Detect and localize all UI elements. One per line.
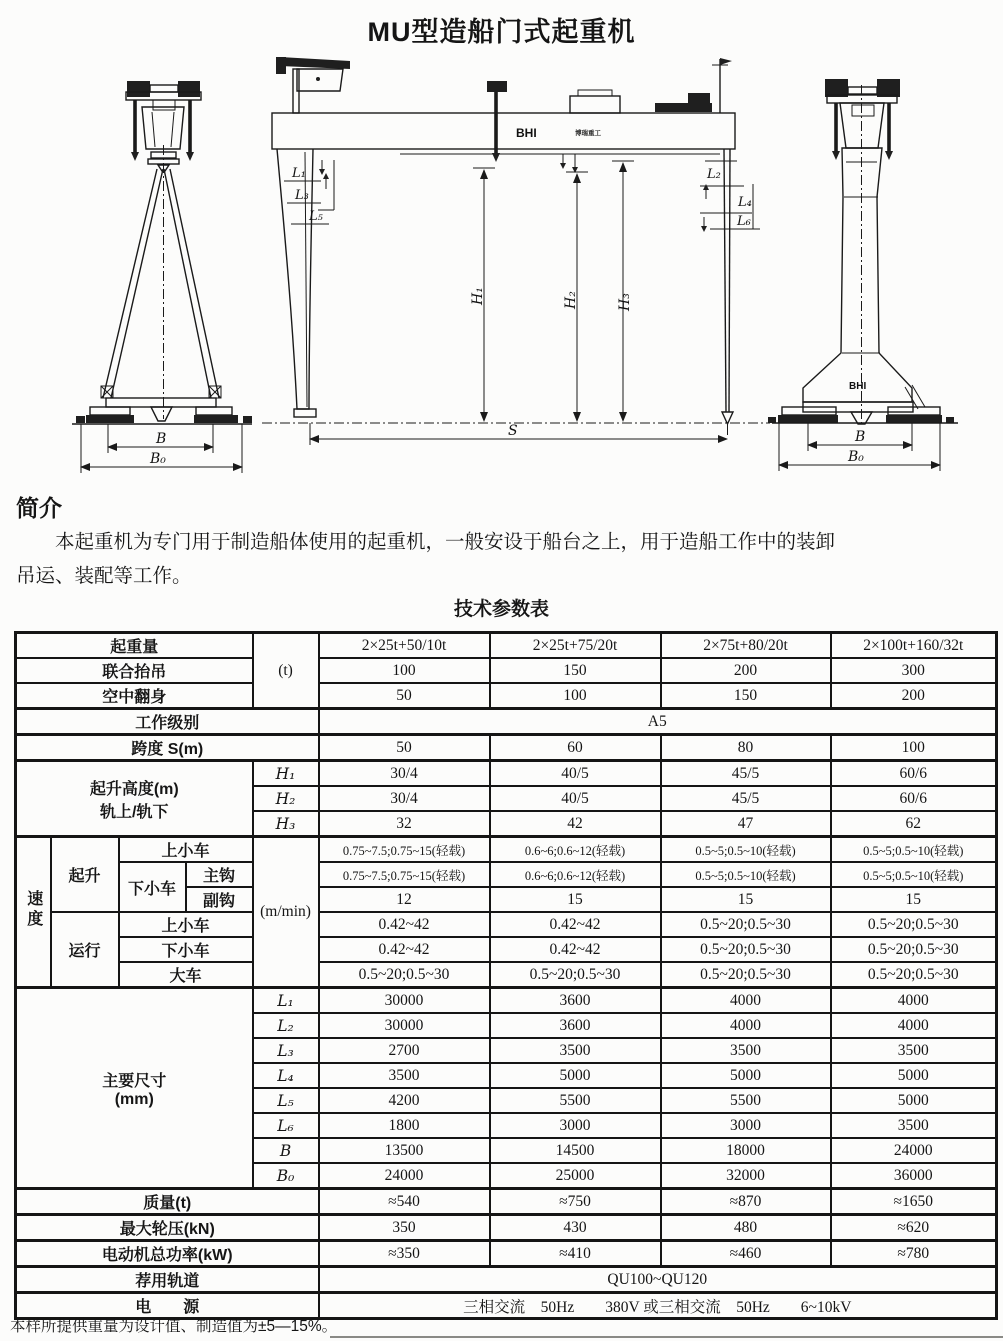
- hoist-main-value-2: 0.6~6;0.6~12(轻载): [490, 862, 661, 887]
- run-upper-value-4: 0.5~20;0.5~30: [831, 912, 997, 937]
- dim-label-b0-right: B₀: [848, 449, 864, 465]
- dim-label-l6: L₆: [737, 214, 751, 229]
- row-capacity: [16, 633, 997, 659]
- run-lower-value-2: 0.42~42: [490, 937, 661, 962]
- l6-value-3: 3000: [661, 1113, 831, 1138]
- run-lower-value-1: 0.42~42: [319, 937, 490, 962]
- row-speed-hoist-main: [16, 862, 997, 887]
- b-value-1: 13500: [319, 1138, 490, 1163]
- dim-label-l2: L₂: [707, 167, 721, 182]
- power-supply-value: 三相交流 50Hz 380V 或三相交流 50Hz 6~10kV: [319, 1293, 997, 1319]
- motor-power-label: 电动机总功率(kW): [16, 1241, 319, 1267]
- run-lower-value-3: 0.5~20;0.5~30: [661, 937, 831, 962]
- motor-power-value-3: ≈460: [661, 1241, 831, 1267]
- l5-value-1: 4200: [319, 1088, 490, 1113]
- l1-symbol: L₁: [253, 988, 319, 1014]
- l3-value-1: 2700: [319, 1038, 490, 1063]
- b-value-4: 24000: [831, 1138, 997, 1163]
- hoist-aux-value-2: 15: [490, 887, 661, 912]
- intro-line-1-text: 本起重机为专门用于制造船体使用的起重机，一般安设于船台之上，用于造船工作中的装卸: [55, 532, 836, 553]
- hoist-main-value-1: 0.75~7.5;0.75~15(轻载): [319, 862, 490, 887]
- wheel-load-value-4: ≈620: [831, 1215, 997, 1241]
- combined-value-1: 100: [319, 658, 490, 683]
- flexible-leg-view: [72, 81, 252, 473]
- wheel-load-value-3: 480: [661, 1215, 831, 1241]
- combined-value-2: 150: [490, 658, 661, 683]
- height-label-line1: 起升高度(m): [89, 780, 179, 798]
- row-span: [16, 735, 997, 761]
- h3-symbol: H₃: [253, 811, 319, 837]
- dim-label-l1: L₁: [292, 166, 306, 181]
- mass-value-1: ≈540: [319, 1189, 490, 1215]
- run-label: 运行: [51, 912, 119, 988]
- combined-value-3: 200: [661, 658, 831, 683]
- row-speed-hoist-upper: [16, 837, 997, 863]
- row-speed-run-gantry: [16, 962, 997, 988]
- hoist-label: 起升: [51, 837, 119, 913]
- dim-label-l5: L₅: [309, 209, 323, 224]
- h1-value-1: 30/4: [319, 761, 490, 787]
- l3-value-4: 3500: [831, 1038, 997, 1063]
- h2-value-1: 30/4: [319, 786, 490, 811]
- duty-label: 工作级别: [16, 709, 319, 735]
- unit-m-min: (m/min): [253, 837, 319, 988]
- h3-value-3: 47: [661, 811, 831, 837]
- turnover-value-2: 100: [490, 683, 661, 709]
- dim-label-b-left: B: [156, 431, 167, 447]
- rail-value: QU100~QU120: [319, 1267, 997, 1293]
- crane-drawing: [0, 57, 1003, 479]
- dims-label-line2: (mm): [114, 1090, 154, 1108]
- l6-value-2: 3000: [490, 1113, 661, 1138]
- wheel-load-value-1: 350: [319, 1215, 490, 1241]
- l2-value-1: 30000: [319, 1013, 490, 1038]
- speed-section-label: [16, 837, 51, 988]
- b0-value-3: 32000: [661, 1163, 831, 1189]
- b0-value-1: 24000: [319, 1163, 490, 1189]
- run-upper-value-1: 0.42~42: [319, 912, 490, 937]
- h1-value-2: 40/5: [490, 761, 661, 787]
- main-elevation-view: [262, 57, 770, 445]
- hoist-upper-value-1: 0.75~7.5;0.75~15(轻载): [319, 837, 490, 863]
- dim-label-h3: H₃: [617, 293, 633, 311]
- scan-artifact-line: [330, 1336, 1003, 1338]
- aux-hook-label: 副钩: [186, 887, 253, 912]
- dim-label-l4: L₄: [738, 195, 752, 210]
- lower-trolley-label: 下小车: [119, 862, 186, 912]
- h1-value-4: 60/6: [831, 761, 997, 787]
- row-motor-power: [16, 1241, 997, 1267]
- row-rail: [16, 1267, 997, 1293]
- b0-symbol: B₀: [253, 1163, 319, 1189]
- h3-value-4: 62: [831, 811, 997, 837]
- l3-value-3: 3500: [661, 1038, 831, 1063]
- mass-label: 质量(t): [16, 1189, 319, 1215]
- dim-label-b0-left: B₀: [150, 451, 166, 467]
- l5-value-2: 5500: [490, 1088, 661, 1113]
- turnover-value-3: 150: [661, 683, 831, 709]
- footnote: 本样所提供重量为设计值、制造值为±5—15%。: [10, 1318, 338, 1335]
- h2-symbol: H₂: [253, 786, 319, 811]
- parameters-table-wrap: [14, 631, 998, 1320]
- l2-value-4: 4000: [831, 1013, 997, 1038]
- dims-section-label: [16, 988, 253, 1189]
- capacity-value-4: 2×100t+160/32t: [831, 633, 997, 659]
- hoist-upper-trolley-label: 上小车: [119, 837, 253, 863]
- power-supply-label: 电 源: [16, 1293, 319, 1319]
- capacity-value-1: 2×25t+50/10t: [319, 633, 490, 659]
- turnover-label: 空中翻身: [16, 683, 253, 709]
- motor-power-value-2: ≈410: [490, 1241, 661, 1267]
- hoist-aux-value-4: 15: [831, 887, 997, 912]
- h1-value-3: 45/5: [661, 761, 831, 787]
- turnover-value-1: 50: [319, 683, 490, 709]
- run-lower-trolley-label: 下小车: [119, 937, 253, 962]
- span-value-4: 100: [831, 735, 997, 761]
- span-value-1: 50: [319, 735, 490, 761]
- l3-value-2: 3500: [490, 1038, 661, 1063]
- row-h1: [16, 761, 997, 787]
- page-title: MU型造船门式起重机: [367, 17, 636, 47]
- combined-label: 联合抬吊: [16, 658, 253, 683]
- l5-symbol: L₅: [253, 1088, 319, 1113]
- hoist-main-value-3: 0.5~5;0.5~10(轻载): [661, 862, 831, 887]
- duty-value: A5: [319, 709, 997, 735]
- span-value-3: 80: [661, 735, 831, 761]
- row-turnover: [16, 683, 997, 709]
- l4-value-2: 5000: [490, 1063, 661, 1088]
- run-gantry-value-1: 0.5~20;0.5~30: [319, 962, 490, 988]
- hoist-upper-value-4: 0.5~5;0.5~10(轻载): [831, 837, 997, 863]
- run-upper-trolley-label: 上小车: [119, 912, 253, 937]
- b-value-2: 14500: [490, 1138, 661, 1163]
- girder-brand-text: BHI: [516, 126, 537, 140]
- dim-label-h1: H₁: [470, 287, 486, 305]
- hoist-upper-value-2: 0.6~6;0.6~12(轻载): [490, 837, 661, 863]
- l6-value-1: 1800: [319, 1113, 490, 1138]
- h2-value-3: 45/5: [661, 786, 831, 811]
- row-wheel-load: [16, 1215, 997, 1241]
- b-symbol: B: [253, 1138, 319, 1163]
- motor-power-value-4: ≈780: [831, 1241, 997, 1267]
- mass-value-3: ≈870: [661, 1189, 831, 1215]
- l4-value-1: 3500: [319, 1063, 490, 1088]
- intro-line-2: [16, 560, 1003, 594]
- hoist-aux-value-1: 12: [319, 887, 490, 912]
- row-speed-run-upper: [16, 912, 997, 937]
- rigid-leg-view: [768, 79, 958, 471]
- intro-line-2-text: 吊运、装配等工作。: [16, 566, 192, 587]
- l4-value-3: 5000: [661, 1063, 831, 1088]
- leg-brand-text: BHI: [849, 381, 867, 392]
- intro-line-1: [16, 526, 1003, 560]
- capacity-label: 起重量: [16, 633, 253, 659]
- dim-label-h2: H₂: [563, 291, 579, 309]
- height-section-label: [16, 761, 253, 837]
- dim-label-b-right: B: [855, 429, 866, 445]
- l5-value-4: 5000: [831, 1088, 997, 1113]
- height-label-line2: 轨上/轨下: [100, 803, 169, 821]
- run-gantry-value-3: 0.5~20;0.5~30: [661, 962, 831, 988]
- h1-symbol: H₁: [253, 761, 319, 787]
- table-title: 技术参数表: [453, 599, 549, 620]
- mass-value-4: ≈1650: [831, 1189, 997, 1215]
- run-upper-value-2: 0.42~42: [490, 912, 661, 937]
- l4-symbol: L₄: [253, 1063, 319, 1088]
- h2-value-2: 40/5: [490, 786, 661, 811]
- girder-small-text: 博瑞重工: [575, 130, 601, 137]
- row-speed-run-lower: [16, 937, 997, 962]
- l1-value-2: 3600: [490, 988, 661, 1014]
- run-upper-value-3: 0.5~20;0.5~30: [661, 912, 831, 937]
- intro-heading: 简介: [16, 495, 62, 521]
- run-gantry-value-2: 0.5~20;0.5~30: [490, 962, 661, 988]
- l6-symbol: L₆: [253, 1113, 319, 1138]
- main-hook-label: 主钩: [186, 862, 253, 887]
- motor-power-value-1: ≈350: [319, 1241, 490, 1267]
- capacity-value-3: 2×75t+80/20t: [661, 633, 831, 659]
- hoist-upper-value-3: 0.5~5;0.5~10(轻载): [661, 837, 831, 863]
- intro-paragraph: [16, 526, 1003, 594]
- l2-value-3: 4000: [661, 1013, 831, 1038]
- h3-value-2: 42: [490, 811, 661, 837]
- l1-value-1: 30000: [319, 988, 490, 1014]
- b0-value-4: 36000: [831, 1163, 997, 1189]
- parameters-table: [14, 631, 998, 1320]
- dims-label-line1: 主要尺寸: [102, 1072, 167, 1090]
- l3-symbol: L₃: [253, 1038, 319, 1063]
- speed-label-text: 速度: [24, 889, 42, 930]
- l1-value-4: 4000: [831, 988, 997, 1014]
- span-value-2: 60: [490, 735, 661, 761]
- unit-t: (t): [253, 633, 319, 709]
- turnover-value-4: 200: [831, 683, 997, 709]
- l1-value-3: 4000: [661, 988, 831, 1014]
- mass-value-2: ≈750: [490, 1189, 661, 1215]
- hoist-aux-value-3: 15: [661, 887, 831, 912]
- wheel-load-label: 最大轮压(kN): [16, 1215, 319, 1241]
- l4-value-4: 5000: [831, 1063, 997, 1088]
- row-combined-lift: [16, 658, 997, 683]
- span-label: 跨度 S(m): [16, 735, 319, 761]
- l5-value-3: 5500: [661, 1088, 831, 1113]
- combined-value-4: 300: [831, 658, 997, 683]
- hoist-main-value-4: 0.5~5;0.5~10(轻载): [831, 862, 997, 887]
- run-lower-value-4: 0.5~20;0.5~30: [831, 937, 997, 962]
- run-gantry-value-4: 0.5~20;0.5~30: [831, 962, 997, 988]
- dim-label-s: S: [508, 423, 518, 439]
- gantry-label: 大车: [119, 962, 253, 988]
- row-l1: [16, 988, 997, 1014]
- l2-value-2: 3600: [490, 1013, 661, 1038]
- wheel-load-value-2: 430: [490, 1215, 661, 1241]
- h2-value-4: 60/6: [831, 786, 997, 811]
- h3-value-1: 32: [319, 811, 490, 837]
- l2-symbol: L₂: [253, 1013, 319, 1038]
- rail-label: 荐用轨道: [16, 1267, 319, 1293]
- b-value-3: 18000: [661, 1138, 831, 1163]
- row-duty-class: [16, 709, 997, 735]
- l6-value-4: 3500: [831, 1113, 997, 1138]
- dim-label-l3: L₃: [295, 188, 309, 203]
- row-mass: [16, 1189, 997, 1215]
- capacity-value-2: 2×25t+75/20t: [490, 633, 661, 659]
- b0-value-2: 25000: [490, 1163, 661, 1189]
